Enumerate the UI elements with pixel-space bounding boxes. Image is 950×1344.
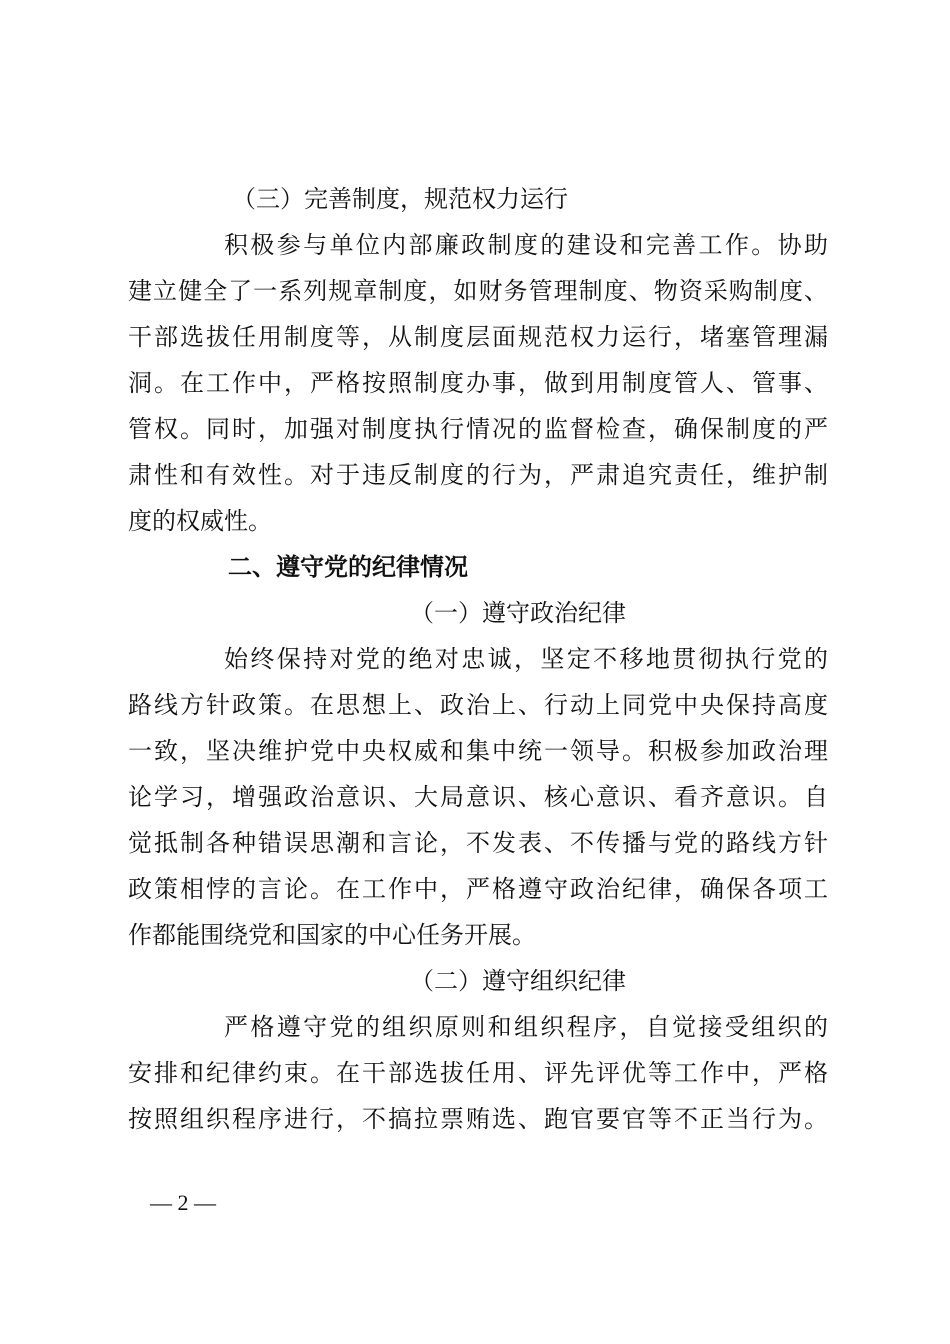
paragraph-line: 肃性和有效性。对于违反制度的行为，严肃追究责任，维护制 [128, 461, 828, 489]
paragraph-line: 管权。同时，加强对制度执行情况的监督检查，确保制度的严 [128, 415, 828, 443]
section-heading: （三）完善制度，规范权力运行 [232, 185, 568, 213]
paragraph-line: 安排和纪律约束。在干部选拔任用、评先评优等工作中，严格 [128, 1059, 828, 1087]
part-heading: 二、遵守党的纪律情况 [228, 553, 468, 581]
paragraph-line: 论学习，增强政治意识、大局意识、核心意识、看齐意识。自 [128, 783, 828, 811]
paragraph-line: 路线方针政策。在思想上、政治上、行动上同党中央保持高度 [128, 691, 828, 719]
paragraph-line: 作都能围绕党和国家的中心任务开展。 [128, 921, 536, 949]
subsection-heading: （一）遵守政治纪律 [410, 599, 626, 627]
paragraph-line: 严格遵守党的组织原则和组织程序，自觉接受组织的 [224, 1013, 828, 1041]
paragraph-line: 建立健全了一系列规章制度，如财务管理制度、物资采购制度、 [128, 277, 828, 305]
paragraph-line: 始终保持对党的绝对忠诚，坚定不移地贯彻执行党的 [224, 645, 828, 673]
page-number: — 2 — [150, 1190, 216, 1215]
paragraph-line: 积极参与单位内部廉政制度的建设和完善工作。协助 [224, 231, 828, 259]
paragraph-line: 度的权威性。 [128, 507, 272, 535]
subsection-heading: （二）遵守组织纪律 [410, 967, 626, 995]
paragraph-line: 干部选拔任用制度等，从制度层面规范权力运行，堵塞管理漏 [128, 323, 828, 351]
paragraph-line: 觉抵制各种错误思潮和言论，不发表、不传播与党的路线方针 [128, 829, 828, 857]
paragraph-line: 洞。在工作中，严格按照制度办事，做到用制度管人、管事、 [128, 369, 828, 397]
paragraph-line: 按照组织程序进行，不搞拉票贿选、跑官要官等不正当行为。 [128, 1105, 828, 1133]
page-body [128, 176, 828, 1142]
paragraph-line: 政策相悖的言论。在工作中，严格遵守政治纪律，确保各项工 [128, 875, 828, 903]
paragraph-line: 一致，坚决维护党中央权威和集中统一领导。积极参加政治理 [128, 737, 828, 765]
